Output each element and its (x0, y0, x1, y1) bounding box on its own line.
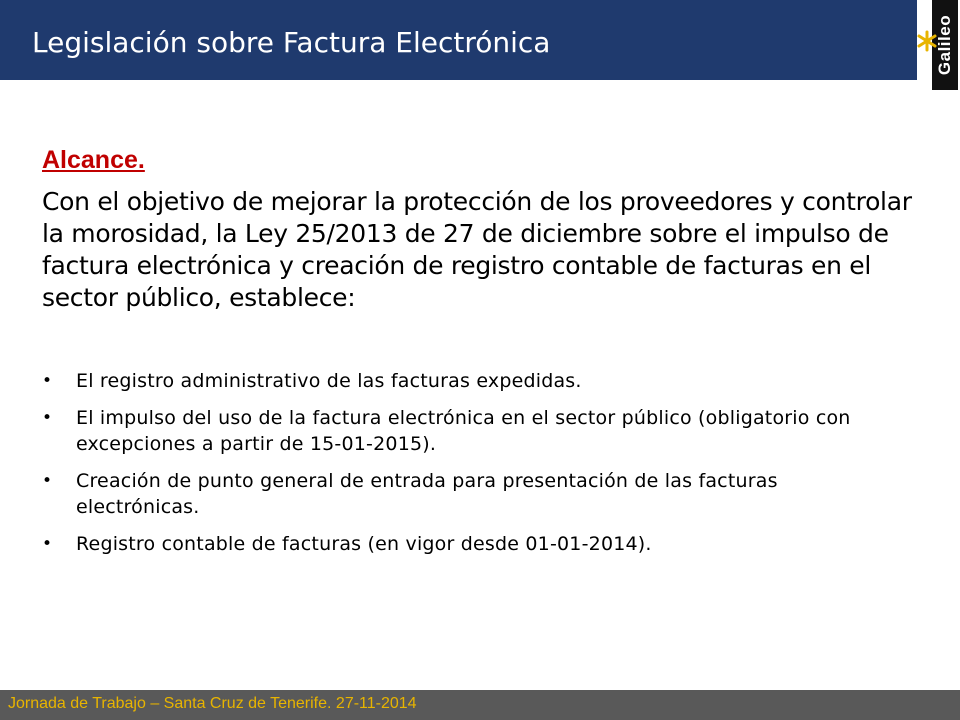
bullet-marker: • (42, 408, 53, 428)
footer-text: Jornada de Trabajo – Santa Cruz de Tenerife. 27-11-2014 (8, 695, 417, 712)
intro-paragraph: Con el objetivo de mejorar la protección de los proveedores y controlar la morosidad, la Ley 25/2013 de 27 de diciembre sobre el impulso de factura electrónica y creación de registro contable de facturas en el sector público, establece: (42, 187, 912, 312)
bullet-list (42, 368, 902, 568)
bullet-item (42, 405, 902, 457)
bullet-text: El registro administrativo de las facturas expedidas. (76, 370, 582, 392)
bullet-text: Registro contable de facturas (en vigor desde 01-01-2014). (76, 533, 652, 555)
bullet-marker: • (42, 534, 53, 554)
bullet-item (42, 531, 902, 557)
star-icon (916, 30, 938, 52)
footer-bar (0, 690, 960, 720)
bullet-item (42, 468, 902, 520)
bullet-marker: • (42, 371, 53, 391)
logo-text: Galileo (935, 14, 954, 76)
section-heading: Alcance. (42, 146, 145, 174)
bullet-item (42, 368, 902, 394)
slide-title: Legislación sobre Factura Electrónica (32, 26, 551, 59)
bullet-text: El impulso del uso de la factura electrónica en el sector público (obligatorio con excepciones a partir de 15-01-2015). (76, 407, 851, 455)
header-bar (0, 0, 917, 80)
bullet-text: Creación de punto general de entrada para presentación de las facturas electrónicas. (76, 470, 778, 518)
bullet-marker: • (42, 471, 53, 491)
